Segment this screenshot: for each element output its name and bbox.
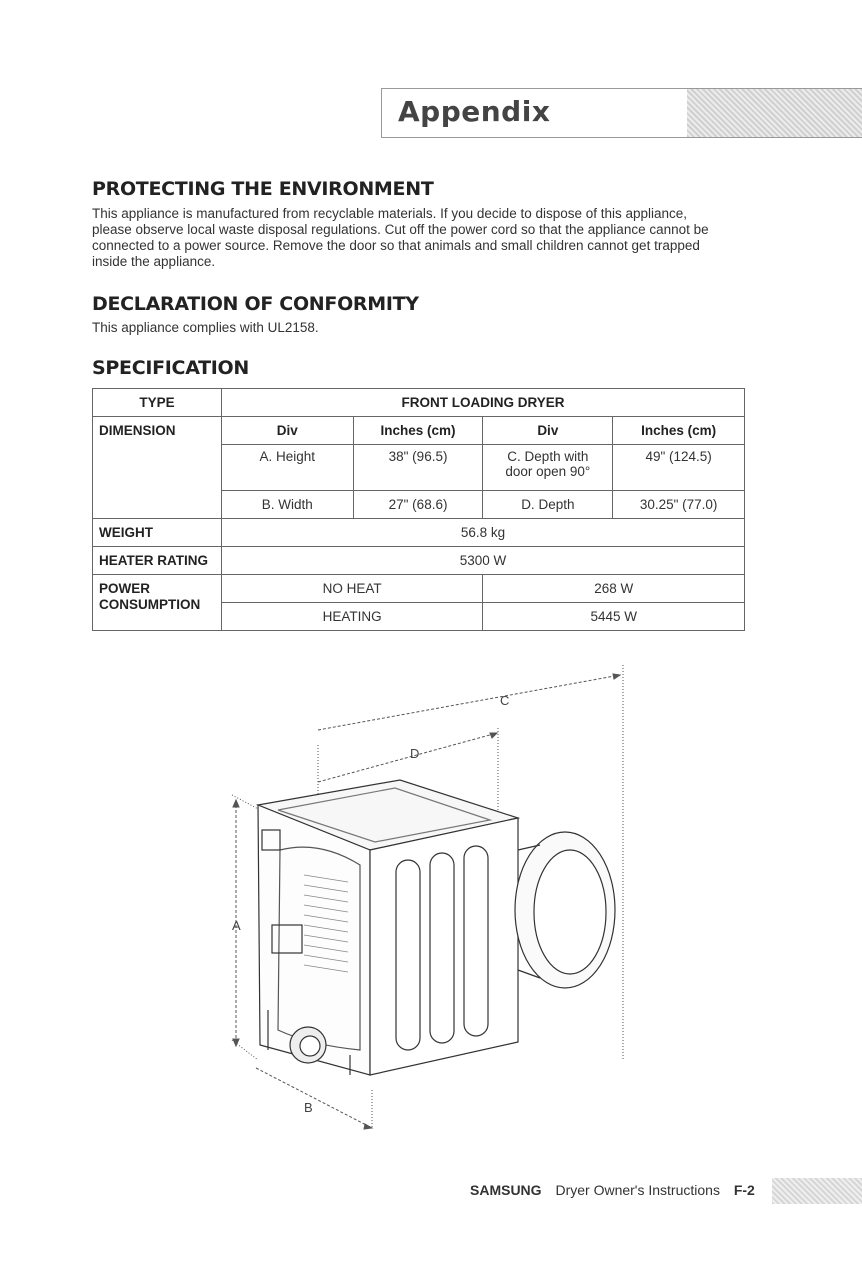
dim-cell: 38" (96.5) — [353, 445, 483, 491]
weight-value: 56.8 kg — [221, 519, 744, 547]
dimension-line-b — [256, 1068, 372, 1128]
conformity-text: This appliance complies with UL2158. — [92, 320, 319, 335]
environment-line: please observe local waste disposal regulations. Cut off the power cord so that the appliance cannot be — [92, 222, 709, 237]
arrowhead — [233, 1039, 239, 1046]
dim-cell: 30.25" (77.0) — [613, 491, 745, 519]
footer-shade-bar — [772, 1178, 862, 1204]
dim-cell: C. Depth with door open 90° — [483, 445, 613, 491]
conformity-heading: DECLARATION OF CONFORMITY — [92, 293, 419, 315]
table-row — [93, 417, 745, 445]
dim-cell: 27" (68.6) — [353, 491, 483, 519]
power-mode: NO HEAT — [221, 575, 482, 603]
power-mode: HEATING — [221, 603, 482, 631]
dim-cell: A. Height — [221, 445, 353, 491]
arrowhead — [364, 1124, 372, 1129]
type-label: TYPE — [93, 389, 222, 417]
environment-heading: PROTECTING THE ENVIRONMENT — [92, 178, 434, 200]
dim-header: Div — [483, 417, 613, 445]
table-row — [93, 519, 745, 547]
footer-brand: SAMSUNG — [470, 1182, 542, 1198]
dimension-label: DIMENSION — [93, 417, 222, 519]
weight-label: WEIGHT — [93, 519, 222, 547]
power-value: 268 W — [483, 575, 745, 603]
dryer-dimension-diagram — [200, 650, 640, 1130]
arrowhead — [490, 733, 497, 738]
power-value: 5445 W — [483, 603, 745, 631]
dim-cell: D. Depth — [483, 491, 613, 519]
label-c: C — [500, 693, 510, 708]
table-row — [93, 389, 745, 417]
dim-cell: 49" (124.5) — [613, 445, 745, 491]
label-d: D — [410, 746, 420, 761]
specification-table — [92, 388, 745, 631]
dim-cell: B. Width — [221, 491, 353, 519]
page-footer — [470, 1182, 755, 1198]
label-a: A — [232, 918, 241, 933]
footer-doc-title: Dryer Owner's Instructions — [555, 1182, 720, 1198]
footer-page-number: F-2 — [733, 1182, 755, 1198]
heater-label: HEATER RATING — [93, 547, 222, 575]
label-b: B — [304, 1100, 313, 1115]
type-value: FRONT LOADING DRYER — [221, 389, 744, 417]
arrowhead — [233, 800, 239, 807]
power-label: POWER CONSUMPTION — [93, 575, 222, 631]
arrowhead — [613, 674, 620, 679]
dryer-body — [258, 780, 615, 1075]
appendix-header-box — [381, 88, 862, 138]
exhaust-duct-inner — [300, 1036, 320, 1056]
appendix-title: Appendix — [398, 95, 551, 128]
environment-text — [92, 206, 709, 270]
dimension-line-d — [318, 733, 497, 782]
dim-header: Div — [221, 417, 353, 445]
dryer-door-glass — [534, 850, 606, 974]
appendix-shade-bar — [687, 89, 862, 137]
dimension-line-c — [318, 675, 620, 730]
dryer-front — [370, 818, 518, 1075]
environment-line: connected to a power source. Remove the door so that animals and small children cannot get trapped — [92, 238, 700, 253]
heater-value: 5300 W — [221, 547, 744, 575]
table-row — [93, 547, 745, 575]
table-row — [93, 575, 745, 603]
dim-header: Inches (cm) — [613, 417, 745, 445]
environment-line: This appliance is manufactured from recyclable materials. If you decide to dispose of this appliance, — [92, 206, 688, 221]
specification-heading: SPECIFICATION — [92, 357, 250, 379]
dim-header: Inches (cm) — [353, 417, 483, 445]
environment-line: inside the appliance. — [92, 254, 216, 269]
